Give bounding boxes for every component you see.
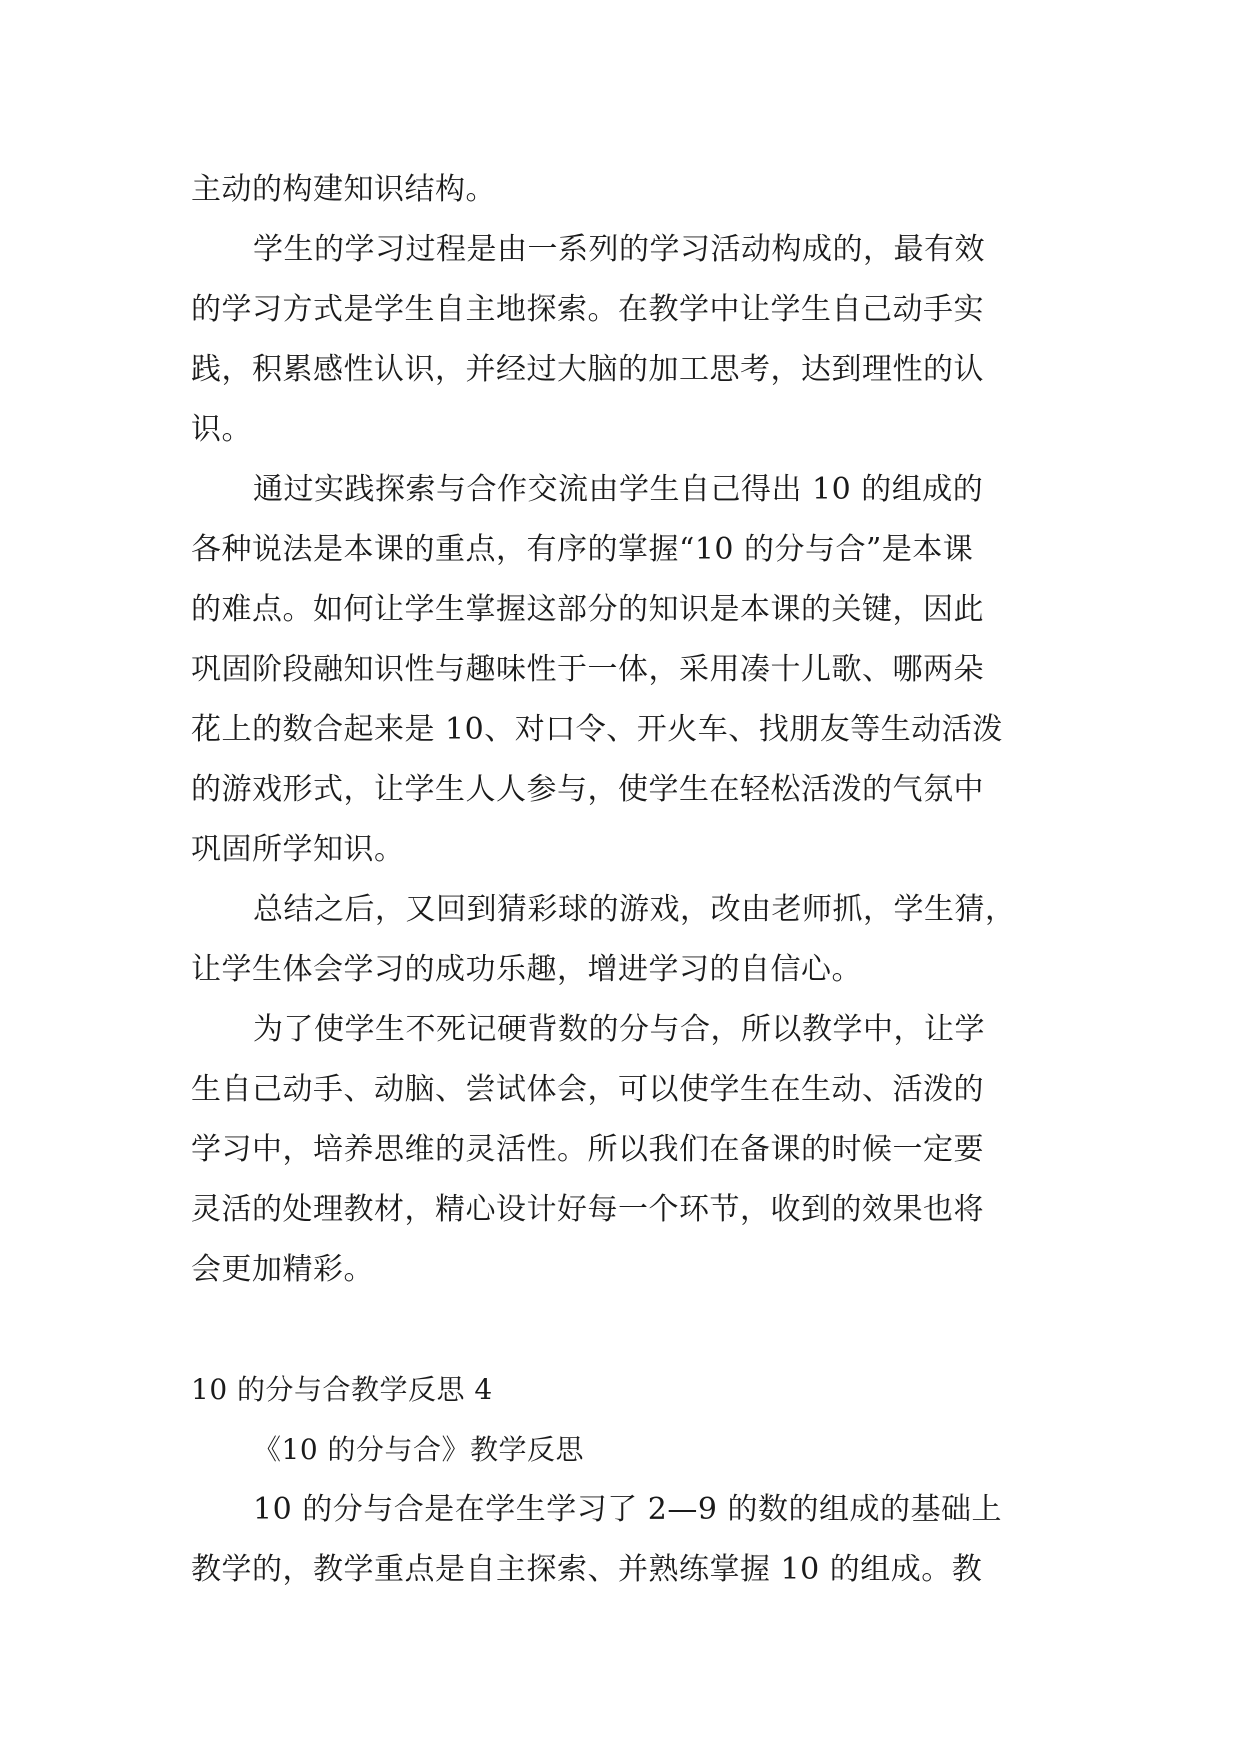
text-line: 教学的，教学重点是自主探索、并熟练掌握 10 的组成。教 — [191, 1552, 983, 1587]
text-line: 为了使学生不死记硬背数的分与合，所以教学中，让学 — [253, 1012, 985, 1047]
text-line: 会更加精彩。 — [191, 1252, 374, 1287]
text-line: 践，积累感性认识，并经过大脑的加工思考，达到理性的认 — [191, 352, 984, 387]
section-subheading: 《10 的分与合》教学反思 — [253, 1433, 585, 1466]
text-line: 通过实践探索与合作交流由学生自己得出 10 的组成的 — [253, 472, 984, 507]
text-line: 巩固所学知识。 — [191, 832, 405, 867]
text-line: 花上的数合起来是 10、对口令、开火车、找朋友等生动活泼 — [191, 712, 1003, 747]
text-line: 的难点。如何让学生掌握这部分的知识是本课的关键，因此 — [191, 592, 984, 627]
text-line: 的学习方式是学生自主地探索。在教学中让学生自己动手实 — [191, 292, 984, 327]
text-line: 10 的分与合是在学生学习了 2—9 的数的组成的基础上 — [253, 1492, 1002, 1527]
text-line: 识。 — [191, 412, 252, 447]
text-line: 学生的学习过程是由一系列的学习活动构成的，最有效 — [253, 232, 985, 267]
section-spacer — [191, 1300, 1051, 1360]
text-line: 各种说法是本课的重点，有序的掌握“10 的分与合”是本课 — [191, 532, 974, 567]
text-line: 的游戏形式，让学生人人参与，使学生在轻松活泼的气氛中 — [191, 772, 984, 807]
text-line: 总结之后，又回到猜彩球的游戏，改由老师抓，学生猜， — [253, 892, 1016, 927]
document-page — [191, 160, 1051, 1600]
text-line: 灵活的处理教材，精心设计好每一个环节，收到的效果也将 — [191, 1192, 984, 1227]
text-line: 主动的构建知识结构。 — [191, 172, 496, 207]
text-line: 生自己动手、动脑、尝试体会，可以使学生在生动、活泼的 — [191, 1072, 984, 1107]
text-line: 巩固阶段融知识性与趣味性于一体，采用凑十儿歌、哪两朵 — [191, 652, 984, 687]
text-line: 学习中，培养思维的灵活性。所以我们在备课的时候一定要 — [191, 1132, 984, 1167]
text-line: 让学生体会学习的成功乐趣，增进学习的自信心。 — [191, 952, 862, 987]
section-heading: 10 的分与合教学反思 4 — [191, 1373, 493, 1406]
